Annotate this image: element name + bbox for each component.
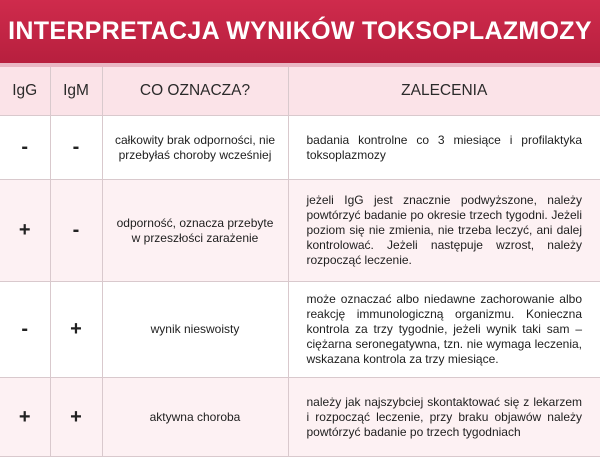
column-header-igg: IgG [0, 67, 50, 116]
column-header-meaning: CO OZNACZA? [102, 67, 288, 116]
table-row [0, 116, 600, 180]
igm-cell: + [50, 378, 102, 457]
igm-cell: - [50, 180, 102, 282]
recommendation-cell: może oznaczać albo niedawne zachorowanie albo reakcję immunologiczną organizmu. Konieczna kontrola za trzy tygodnie, jeżeli wynik taki sam – ciężarna seronegatywna, tzn. nie wymaga leczenia, wskazana kontrola za trzy miesiące. [288, 282, 600, 378]
title-text: INTERPRETACJA WYNIKÓW TOKSOPLAZMOZY [8, 17, 592, 45]
igm-cell: - [50, 116, 102, 180]
igg-cell: + [0, 378, 50, 457]
table-row [0, 282, 600, 378]
igg-cell: - [0, 116, 50, 180]
results-table [0, 67, 600, 457]
column-header-recommendation: ZALECENIA [288, 67, 600, 116]
page-title [0, 0, 600, 67]
meaning-cell: wynik nieswoisty [102, 282, 288, 378]
meaning-cell: aktywna choroba [102, 378, 288, 457]
recommendation-cell: badania kontrolne co 3 miesiące i profilaktyka toksoplazmozy [288, 116, 600, 180]
table-row [0, 180, 600, 282]
igg-cell: + [0, 180, 50, 282]
table-header-row [0, 67, 600, 116]
igg-cell: - [0, 282, 50, 378]
meaning-cell: całkowity brak odporności, nie przebyłaś choroby wcześniej [102, 116, 288, 180]
meaning-cell: odporność, oznacza przebyte w przeszłości zarażenie [102, 180, 288, 282]
recommendation-cell: należy jak najszybciej skontaktować się z lekarzem i rozpocząć leczenie, przy braku objawów należy powtórzyć badanie po trzech tygodniach [288, 378, 600, 457]
table-row [0, 378, 600, 457]
column-header-igm: IgM [50, 67, 102, 116]
recommendation-cell: jeżeli IgG jest znacznie podwyższone, należy powtórzyć badanie po okresie trzech tygodni. Jeżeli poziom się nie zmienia, nie trzeba leczyć, ani dalej kontrolować. Jeżeli następuje wzrost, należy rozpocząć leczenie. [288, 180, 600, 282]
igm-cell: + [50, 282, 102, 378]
